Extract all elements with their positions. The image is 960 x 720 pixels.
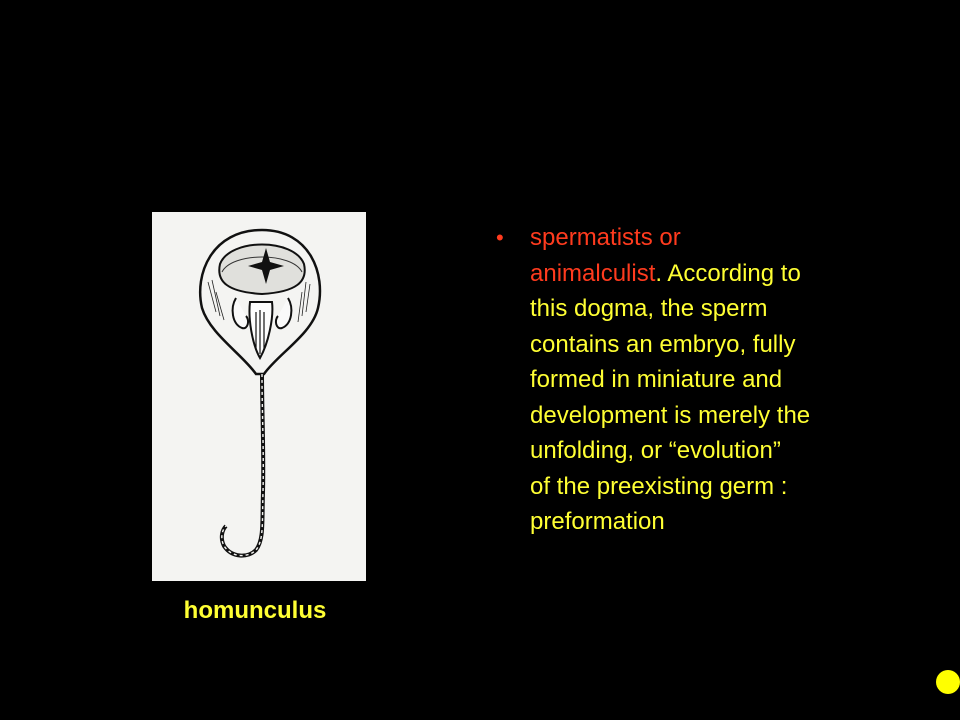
figure-caption: homunculus	[183, 597, 327, 624]
text-line: this dogma, the sperm	[530, 295, 768, 322]
text-line: contains an embryo, fully	[530, 330, 796, 358]
text-line: unfolding, or “evolution”	[530, 437, 781, 464]
text-continuation: . According to	[655, 259, 801, 287]
text-line: development is merely the	[530, 401, 811, 429]
text-line	[530, 256, 890, 292]
text-line: formed in miniature and	[530, 366, 783, 393]
homunculus-illustration	[152, 212, 366, 581]
yellow-dot-icon[interactable]	[936, 670, 960, 694]
text-line: of the preexisting germ :	[530, 472, 788, 500]
text-line: preformation	[530, 508, 665, 535]
bullet-marker: •	[496, 225, 504, 250]
bullet-text	[530, 220, 890, 540]
homunculus-icon	[152, 212, 366, 581]
highlight-term: animalculist	[530, 259, 656, 287]
highlight-line: spermatists or	[530, 224, 681, 251]
